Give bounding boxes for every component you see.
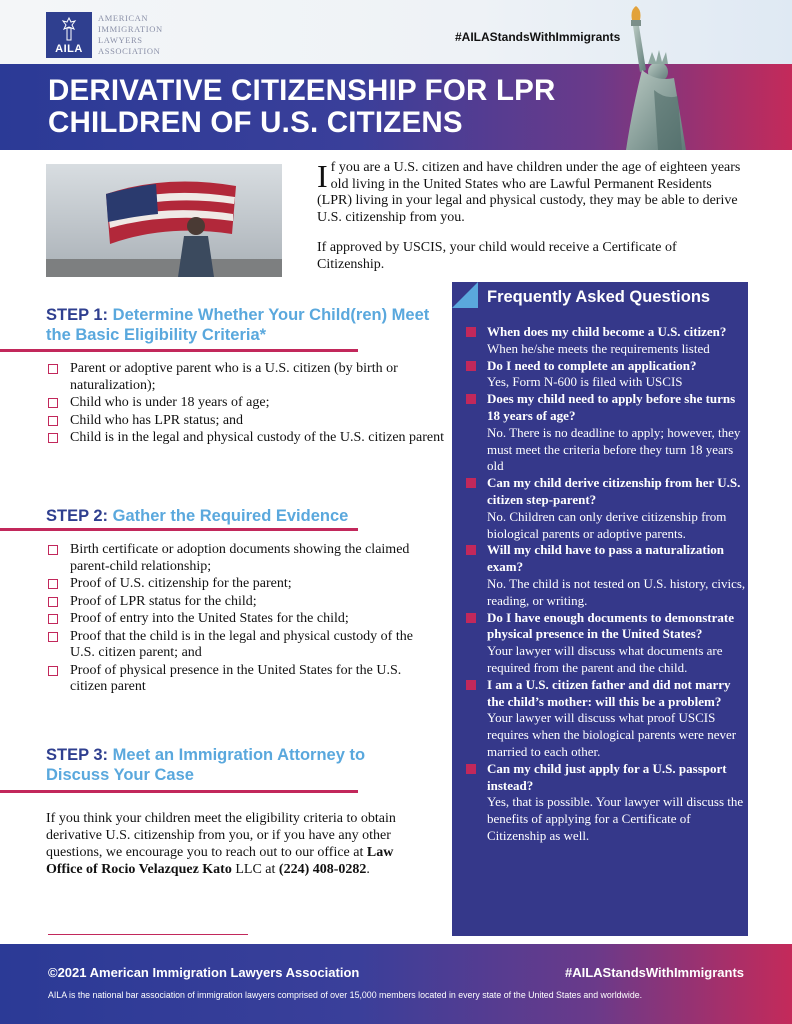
faq-question: Can my child just apply for a U.S. passport instead? [487,760,727,793]
dropcap: I [317,158,328,194]
checklist-item: Birth certificate or adoption documents showing the claimed parent-child relationship; [46,542,441,575]
checkbox-icon [48,666,58,676]
checklist-item: Parent or adoptive parent who is a U.S. citizen (by birth or naturalization); [46,361,446,394]
page-title: DERIVATIVE CITIZENSHIP FOR LPR CHILDREN OF U.S. CITIZENS [48,74,556,139]
faq-question: Do I have enough documents to demonstrate physical presence in the United States? [487,609,734,642]
faq-title: Frequently Asked Questions [487,288,711,306]
faq-answer: No. The child is not tested on U.S. history, civics, reading, or writing. [487,575,746,608]
faq-question: Will my child have to pass a naturalization exam? [487,542,725,575]
bullet-icon [466,478,476,488]
faq-question: I am a U.S. citizen father and did not marry the child’s mother: will this be a problem? [487,676,731,709]
footer [0,944,792,1024]
closing-paragraph: If you think your children meet the eligibility criteria to obtain derivative U.S. citizenship from you, or if you have any other questions, we encourage you to reach out to our office at Law Office of Rocio Velazquez Kato LLC at (224) 408-0282. [46,811,396,877]
intro-text [317,160,747,287]
faq-question: Can my child derive citizenship from her U.S. citizen step-parent? [487,475,741,507]
step1-heading: STEP 1: Determine Whether Your Child(ren) Meet the Basic Eligibility Criteria* [46,306,430,344]
checkbox-icon [48,398,58,408]
checkbox-icon [48,416,58,426]
footer-note: AILA is the national bar association of immigration lawyers comprised of over 15,000 members located in every state of the United States and worldwide. [48,990,643,1000]
step3-heading: STEP 3: Meet an Immigration Attorney to Discuss Your Case [46,746,366,784]
checklist-item: Proof of U.S. citizenship for the parent; [46,576,441,593]
checklist-item: Proof of LPR status for the child; [46,594,441,611]
faq-question: Does my child need to apply before she turns 18 years of age? [487,391,736,423]
bullet-icon [466,394,476,404]
corner-accent [452,282,478,308]
faq-item [466,761,746,845]
checklist-item: Proof of entry into the United States for the child; [46,611,441,628]
checklist-item: Proof of physical presence in the United States for the U.S. citizen parent [46,663,441,696]
divider [48,934,248,935]
statue-logo-icon [56,16,82,42]
checkbox-icon [48,614,58,624]
faq-item [466,610,746,677]
checklist-item: Child is in the legal and physical custody of the U.S. citizen parent [46,430,446,447]
faq-item [466,324,746,358]
step2-heading: STEP 2: Gather the Required Evidence [46,507,349,525]
phone-number: (224) 408-0282 [278,862,367,877]
faq-panel [452,282,748,936]
bullet-icon [466,613,476,623]
bullet-icon [466,545,476,555]
hashtag-top: #AILAStandsWithImmigrants [455,30,621,44]
bullet-icon [466,764,476,774]
faq-answer: No. Children can only derive citizenship from biological parents or adoptive parents. [487,508,727,541]
aila-logo [46,12,92,58]
checkbox-icon [48,632,58,642]
faq-answer: Your lawyer will discuss what documents are required from the parent and the child. [487,643,723,675]
intro-paragraph-1: If you are a U.S. citizen and have children under the age of eighteen years old living in the United States who are Lawful Permanent Residents (LPR) living in your legal and physical custody, they may be able to derive U.S. citizenship from you. [317,158,741,225]
checklist-item: Proof that the child is in the legal and physical custody of the U.S. citizen parent; and [46,629,441,662]
intro-paragraph-2: If approved by USCIS, your child would receive a Certificate of Citizenship. [317,240,677,272]
faq-item [466,358,746,392]
faq-list [466,324,746,845]
logo-text: AILA [55,43,83,55]
checkbox-icon [48,545,58,555]
faq-answer: Your lawyer will discuss what proof USCIS requires when the biological parents were never married to each other. [487,710,737,759]
faq-item [466,475,746,542]
law-office-name: Law Office of Rocio Velazquez Kato [46,845,394,877]
step2-checklist [46,542,441,697]
step1-underline [0,349,358,352]
checklist-item: Child who has LPR status; and [46,413,446,430]
faq-answer: When he/she meets the requirements listed [487,340,710,356]
checkbox-icon [48,579,58,589]
checkbox-icon [48,597,58,607]
faq-answer: No. There is no deadline to apply; however, they must meet the criteria before they turn 18 years old [487,424,741,474]
faq-item [466,677,746,761]
checkbox-icon [48,364,58,374]
step2-underline [0,528,358,531]
faq-answer: Yes, that is possible. Your lawyer will discuss the benefits of applying for a Certificate of Citizenship as well. [487,794,744,843]
logo-wordmark: AMERICAN IMMIGRATION LAWYERS ASSOCIATION [98,13,163,56]
bullet-icon [466,327,476,337]
faq-question: When does my child become a U.S. citizen? [487,324,727,339]
step1-checklist [46,361,446,448]
faq-answer: Yes, Form N-600 is filed with USCIS [487,374,683,390]
statue-of-liberty-image [596,0,786,150]
copyright: ©2021 American Immigration Lawyers Association [48,965,360,980]
step3-underline [0,790,358,793]
faq-item [466,542,746,609]
bullet-icon [466,361,476,371]
flag-photo [46,164,282,277]
footer-hashtag: #AILAStandsWithImmigrants [565,965,745,980]
bullet-icon [466,680,476,690]
faq-question: Do I need to complete an application? [487,357,697,373]
faq-item [466,391,746,475]
checklist-item: Child who is under 18 years of age; [46,395,446,412]
checkbox-icon [48,433,58,443]
